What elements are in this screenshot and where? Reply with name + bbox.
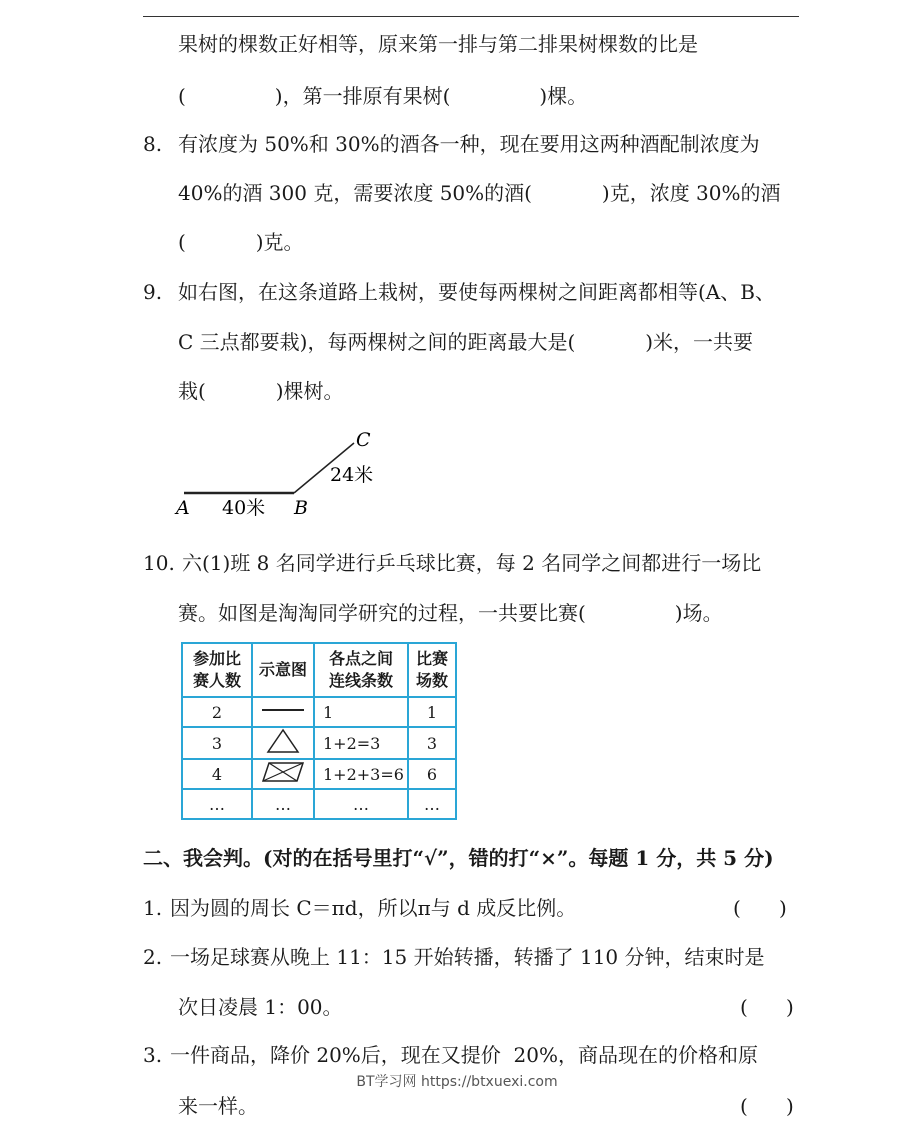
- header-diagram: [252, 643, 314, 697]
- header-people-l2: 赛人数: [192, 671, 241, 690]
- q9-line1: 如右图，在这条道路上栽树，要使每两棵树之间距离都相等(A、B、: [178, 280, 775, 304]
- q10-line2: 赛。如图是淘淘同学研究的过程，一共要比赛( )场。: [178, 601, 723, 625]
- cell-games: …: [408, 789, 456, 819]
- q9-line2: C 三点都要栽)，每两棵树之间的距离最大是( )米，一共要: [178, 330, 753, 354]
- q9-number: 9.: [143, 280, 163, 304]
- table-header-row: [182, 643, 456, 697]
- cell-games: 1: [408, 697, 456, 727]
- cell-people: …: [182, 789, 252, 819]
- header-people: [182, 643, 252, 697]
- q8-number: 8.: [143, 132, 163, 156]
- line-segment-shape: [258, 700, 308, 720]
- header-lines: [314, 643, 408, 697]
- judge1-number: 1.: [143, 896, 163, 920]
- q8-line2: 40%的酒 300 克，需要浓度 50%的酒( )克，浓度 30%的酒: [178, 181, 781, 205]
- judge2-line1: 一场足球赛从晚上 11：15 开始转播，转播了 110 分钟，结束时是: [170, 945, 765, 969]
- cell-games: 3: [408, 727, 456, 759]
- q9-line3: 栽( )棵树。: [178, 379, 344, 403]
- judge2-line2: 次日凌晨 1：00。: [178, 995, 343, 1019]
- header-games: [408, 643, 456, 697]
- header-games-l2: 场数: [415, 671, 448, 690]
- table-row: [182, 789, 456, 819]
- judge3-number: 3.: [143, 1043, 163, 1067]
- table-row: [182, 759, 456, 789]
- table-row: [182, 727, 456, 759]
- judge2-answer-paren[interactable]: ( ): [740, 995, 794, 1019]
- cell-people: 3: [182, 727, 252, 759]
- cell-diagram-quad: [252, 759, 314, 789]
- cell-games: 6: [408, 759, 456, 789]
- section2-heading: 二、我会判。(对的在括号里打“√”，错的打“×”。每题 1 分，共 5 分): [143, 846, 774, 870]
- label-c: C: [356, 429, 371, 451]
- header-games-l1: 比赛: [415, 649, 448, 668]
- judge3-line2: 来一样。: [178, 1094, 258, 1118]
- label-ab-length: 40米: [222, 497, 266, 519]
- cell-diagram-line: [252, 697, 314, 727]
- q10-number: 10.: [143, 551, 175, 575]
- cell-lines: …: [314, 789, 408, 819]
- q8-line1: 有浓度为 50%和 30%的酒各一种，现在要用这两种酒配制浓度为: [178, 132, 760, 156]
- top-rule: [143, 16, 799, 17]
- cell-people: 2: [182, 697, 252, 727]
- q7-line2: ( )，第一排原有果树( )棵。: [178, 84, 588, 108]
- header-lines-l2: 连线条数: [328, 671, 393, 690]
- judge3-answer-paren[interactable]: ( ): [740, 1094, 794, 1118]
- label-bc-length: 24米: [330, 464, 374, 486]
- judge1-answer-paren[interactable]: ( ): [733, 896, 787, 920]
- cell-people: 4: [182, 759, 252, 789]
- triangle-shape: [263, 728, 303, 754]
- table-row: [182, 697, 456, 727]
- cell-lines: 1+2=3: [314, 727, 408, 759]
- label-a: A: [176, 497, 190, 519]
- q10-line1: 六(1)班 8 名同学进行乒乓球比赛，每 2 名同学之间都进行一场比: [182, 551, 762, 575]
- cell-lines: 1+2+3=6: [314, 759, 408, 789]
- judge3-line1: 一件商品，降价 20%后，现在又提价 20%，商品现在的价格和原: [170, 1043, 758, 1067]
- judge2-number: 2.: [143, 945, 163, 969]
- label-b: B: [294, 497, 308, 519]
- header-diagram-l1: 示意图: [258, 660, 307, 679]
- header-lines-l1: 各点之间: [328, 649, 393, 668]
- q8-line3: ( )克。: [178, 230, 304, 254]
- quadrilateral-shape: [259, 760, 307, 784]
- cell-lines: 1: [314, 697, 408, 727]
- cell-diagram-triangle: [252, 727, 314, 759]
- road-diagram: [170, 425, 390, 525]
- q7-line1: 果树的棵数正好相等，原来第一排与第二排果树棵数的比是: [178, 32, 698, 56]
- judge1-line1: 因为圆的周长 C＝πd，所以π与 d 成反比例。: [170, 896, 577, 920]
- match-table: [181, 642, 457, 820]
- header-people-l1: 参加比: [192, 649, 241, 668]
- watermark: BT学习网 https://btxuexi.com: [356, 1074, 558, 1090]
- cell-diagram: …: [252, 789, 314, 819]
